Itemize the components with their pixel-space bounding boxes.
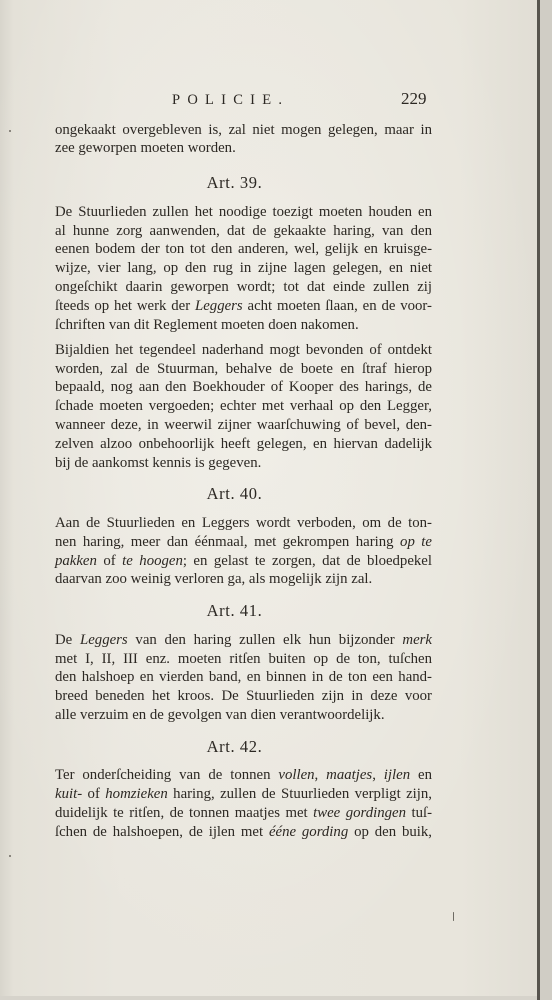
italic-text: ijlen <box>383 767 411 784</box>
text-line <box>55 533 432 552</box>
text-run: nen haring, meer dan éénmaal, met gekrompen haring <box>55 533 401 550</box>
text-line <box>55 240 432 259</box>
text-run: tuſ- <box>405 804 433 821</box>
text-line <box>55 514 432 533</box>
text-run: ; en gelast te zorgen, dat de bloedpekel <box>182 552 432 569</box>
italic-text: twee gordingen <box>313 804 406 821</box>
text-run: wijze, vier lang, op den rug in zijne lagen gelegen, en niet <box>55 260 432 277</box>
text-run: Ter onderſcheiding van de tonnen <box>55 767 279 784</box>
text-run: duidelijk te ritſen, de tonnen maatjes met <box>55 804 314 821</box>
text-line <box>55 570 432 589</box>
text-run: Aan de Stuurlieden en Leggers wordt verboden, om de ton- <box>55 514 432 531</box>
italic-text: Leggers <box>195 297 243 314</box>
italic-text: vollen <box>278 767 315 784</box>
text-run: ſteeds op het werk der <box>55 297 195 314</box>
text-line <box>55 121 432 140</box>
running-title: POLICIE. <box>172 92 290 108</box>
text-line <box>55 397 432 416</box>
text-run: haring, zullen de Stuurlieden verpligt zijn, <box>167 786 432 803</box>
italic-text: maatjes <box>326 767 373 784</box>
italic-text: homzieken <box>105 786 168 803</box>
text-run: ongeſchikt daarin geworpen wordt; tot dat einde zullen zij <box>55 278 432 295</box>
italic-text: pakken <box>55 552 97 569</box>
text-line <box>55 668 432 687</box>
text-run: acht moeten ſlaan, en de voor- <box>242 297 432 314</box>
text-run: eenen bodem der ton tot den anderen, wel, gelijk en kruisge- <box>55 241 432 258</box>
text-run: van den haring zullen elk hun bijzonder <box>127 631 403 648</box>
page-bottom-edge <box>0 996 537 1000</box>
text-run: Bijaldien het tegendeel naderhand mogt bevonden of ontdekt <box>55 341 432 358</box>
article-39-paragraph-1 <box>55 203 432 335</box>
text-run: ſchade moeten vergoeden; echter met verhaal op den Legger, <box>55 398 432 415</box>
article-heading-39: Art. 39. <box>206 173 263 193</box>
italic-text: Leggers <box>80 631 128 648</box>
text-run: of <box>96 552 123 569</box>
text-run: of <box>82 786 106 803</box>
text-line <box>55 416 432 435</box>
text-run: zelven alzoo onbehoorlijk heeft gelegen, en hiervan dadelijk <box>55 435 432 452</box>
text-run: en <box>410 767 432 784</box>
text-run: bepaald, nog aan den Boekhouder of Kooper des harings, de <box>55 379 432 396</box>
text-run: op den buik, <box>348 823 433 840</box>
text-line <box>55 341 432 360</box>
text-block <box>55 121 432 842</box>
text-line <box>55 222 432 241</box>
article-heading-41: Art. 41. <box>206 601 263 621</box>
text-line <box>55 650 432 669</box>
text-line <box>55 552 432 571</box>
text-line <box>55 378 432 397</box>
article-42-paragraph <box>55 766 432 841</box>
text-run: De <box>55 631 80 648</box>
text-line <box>55 631 432 650</box>
text-line <box>55 316 432 335</box>
paper-speck <box>9 130 11 132</box>
text-line <box>55 360 432 379</box>
paper-speck <box>453 912 454 921</box>
page-number: 229 <box>401 89 427 108</box>
text-line <box>55 823 432 842</box>
text-line <box>55 297 432 316</box>
page-edge <box>537 0 552 1000</box>
text-run: , <box>314 767 327 784</box>
text-run: breed beneden het kroos. De Stuurlieden zijn in deze voor <box>55 688 432 705</box>
text-run: De Stuurlieden zullen het noodige toezigt moeten houden en <box>55 203 432 220</box>
paragraph-continued <box>55 121 432 159</box>
italic-text: merk <box>402 631 433 648</box>
text-run: zee geworpen moeten worden. <box>55 140 236 157</box>
text-run: worden, zal de Stuurman, behalve de boete en ſtraf hierop <box>55 360 432 377</box>
text-line <box>55 766 432 785</box>
text-run: bij de aankomst kennis is gegeven. <box>55 454 262 471</box>
text-run: ſchen de halshoepen, de ijlen met <box>55 823 269 840</box>
text-line <box>55 435 432 454</box>
italic-text: op te <box>400 533 432 550</box>
italic-text: te hoogen <box>122 552 183 569</box>
article-41-paragraph <box>55 631 432 725</box>
text-run: den halshoep en vierden band, en binnen in de ton een hand- <box>55 669 432 686</box>
text-run: met I, II, III enz. moeten ritſen buiten op de ton, tuſchen <box>55 650 432 667</box>
italic-text: ééne gording <box>268 823 349 840</box>
text-line <box>55 706 432 725</box>
article-39-paragraph-2 <box>55 341 432 473</box>
text-line <box>55 203 432 222</box>
text-run: al hunne zorg aanwenden, dat de gekaakte haring, van den <box>55 222 432 239</box>
text-run: alle verzuim en de gevolgen van dien verantwoordelijk. <box>55 706 385 723</box>
italic-text: kuit- <box>55 786 83 803</box>
text-line <box>55 259 432 278</box>
article-heading-40: Art. 40. <box>206 484 263 504</box>
paper-speck <box>9 855 11 857</box>
text-line <box>55 139 432 158</box>
article-heading-42: Art. 42. <box>206 736 263 756</box>
text-run: ongekaakt overgebleven is, zal niet mogen gelegen, maar in <box>55 121 432 138</box>
article-40-paragraph <box>55 514 432 589</box>
text-run: daarvan zoo weinig verloren ga, als mogelijk zijn zal. <box>55 571 373 588</box>
text-line <box>55 785 432 804</box>
text-line <box>55 687 432 706</box>
text-line <box>55 804 432 823</box>
text-run: ſchriften van dit Reglement moeten doen nakomen. <box>55 316 359 333</box>
text-line <box>55 454 432 473</box>
text-run: wanneer deze, in weerwil zijner waarſchuwing of bevel, den- <box>55 416 432 433</box>
text-line <box>55 278 432 297</box>
text-run: , <box>372 767 384 784</box>
